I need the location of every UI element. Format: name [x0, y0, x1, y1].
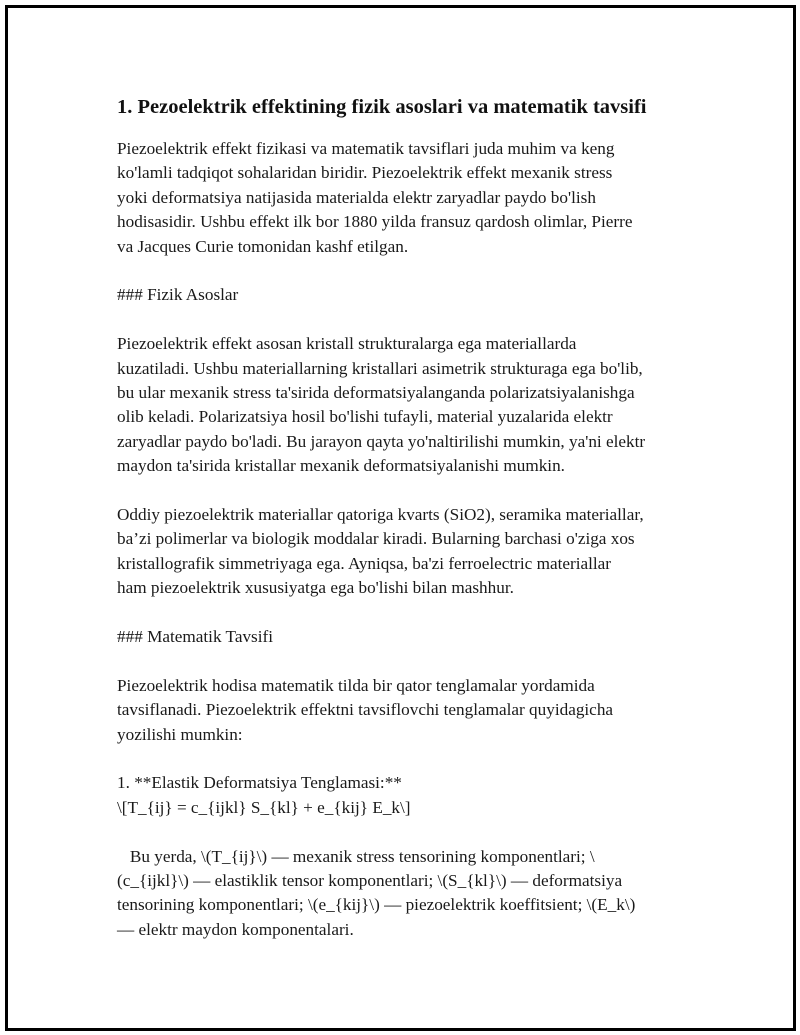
text-line: bu ular mexanik stress ta'sirida deformatsiyalanganda polarizatsiyalanishga — [117, 383, 635, 403]
section-heading-physics — [117, 283, 687, 307]
text-line: (c_{ijkl}\) — elastiklik tensor komponentlari; \(S_{kl}\) — deformatsiya — [117, 871, 623, 891]
text-line: Bu yerda, \(T_{ij}\) — mexanik stress tensorining komponentlari; \ — [117, 846, 595, 866]
heading-text: ### Matematik Tavsifi — [117, 627, 274, 647]
text-line: maydon ta'sirida kristallar mexanik deformatsiyalanishi mumkin. — [117, 456, 565, 476]
text-line: Piezoelektrik hodisa matematik tilda bir qator tenglamalar yordamida — [117, 675, 595, 695]
intro-paragraph — [117, 137, 687, 259]
text-line: tensorining komponentlari; \(e_{kij}\) — piezoelektrik koeffitsient; \(E_k\) — [117, 895, 636, 915]
text-line: yozilishi mumkin: — [117, 724, 243, 744]
equation-block — [117, 771, 687, 820]
heading-text: ### Fizik Asoslar — [117, 285, 239, 305]
text-line: olib keladi. Polarizatsiya hosil bo'lishi tufayli, material yuzalarida elektr — [117, 407, 613, 427]
equation-formula: \[T_{ij} = c_{ijkl} S_{kl} + e_{kij} E_k\] — [117, 797, 411, 817]
physics-paragraph-1 — [117, 332, 687, 478]
equation-label: 1. **Elastik Deformatsiya Tenglamasi:** — [117, 773, 402, 793]
text-line: yoki deformatsiya natijasida materialda elektr zaryadlar paydo bo'lish — [117, 187, 596, 207]
text-line: Piezoelektrik effekt asosan kristall strukturalarga ega materiallarda — [117, 334, 577, 354]
text-line: va Jacques Curie tomonidan kashf etilgan. — [117, 236, 409, 256]
text-line: ko'lamli tadqiqot sohalaridan biridir. Piezoelektrik effekt mexanik stress — [117, 163, 613, 183]
equation-explanation — [117, 845, 687, 943]
text-line: Piezoelektrik effekt fizikasi va matematik tavsiflari juda muhim va keng — [117, 139, 615, 158]
text-line: hodisasidir. Ushbu effekt ilk bor 1880 yilda fransuz qardosh olimlar, Pierre — [117, 212, 633, 232]
section-heading-math — [117, 625, 687, 649]
text-line: tavsiflanadi. Piezoelektrik effektni tavsiflovchi tenglamalar quyidagicha — [117, 700, 614, 720]
text-line: kuzatiladi. Ushbu materiallarning kristallari asimetrik strukturaga ega bo'lib, — [117, 358, 643, 378]
text-line: ham piezoelektrik xususiyatga ega bo'lishi bilan mashhur. — [117, 578, 514, 598]
text-line: ba’zi polimerlar va biologik moddalar kiradi. Bularning barchasi o'ziga xos — [117, 529, 635, 549]
document-body — [117, 94, 687, 942]
document-title: 1. Pezoelektrik effektining fizik asoslari va matematik tavsifi — [117, 96, 647, 118]
text-line: — elektr maydon komponentalari. — [117, 919, 354, 939]
text-line: zaryadlar paydo bo'ladi. Bu jarayon qayta yo'naltirilishi mumkin, ya'ni elektr — [117, 431, 646, 451]
text-line: kristallografik simmetriyaga ega. Ayniqsa, ba'zi ferroelectric materiallar — [117, 553, 612, 573]
physics-paragraph-2 — [117, 503, 687, 601]
text-line: Oddiy piezoelektrik materiallar qatoriga kvarts (SiO2), seramika materiallar, — [117, 505, 644, 525]
math-intro-paragraph — [117, 674, 687, 747]
